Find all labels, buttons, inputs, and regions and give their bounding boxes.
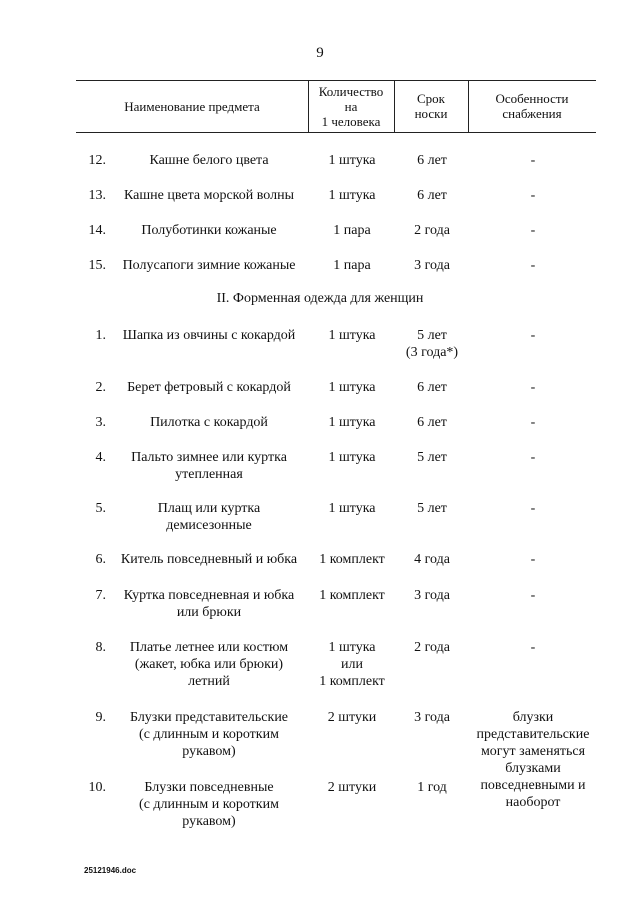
item-name-line: Пальто зимнее или куртка: [131, 450, 287, 465]
wear-term-line: 3 года: [414, 710, 450, 725]
row-number: 15.: [88, 258, 106, 273]
item-name-line: Платье летнее или костюм: [129, 640, 289, 655]
supply-note-line: -: [530, 501, 536, 516]
header-term-line: носки: [414, 106, 448, 121]
qty-cell: [308, 587, 396, 604]
supply-note-line: -: [530, 552, 536, 567]
qty-cell: [308, 551, 396, 568]
item-name-line: Шапка из овчины с кокардой: [122, 328, 296, 343]
quantity-line: 1 комплект: [319, 674, 385, 689]
item-name-line: рукавом): [182, 814, 236, 829]
supply-note-line: -: [530, 258, 536, 273]
wear-term-line: 3 года: [414, 588, 450, 603]
quantity-line: 1 штука: [328, 640, 376, 655]
spec-cell: [470, 449, 596, 466]
supply-note-line: наоборот: [505, 795, 561, 810]
item-name-line: (с длинным и коротким: [139, 797, 279, 812]
wear-term-line: 6 лет: [417, 153, 447, 168]
row-number: 6.: [95, 552, 106, 567]
qty-cell: [308, 414, 396, 431]
item-name-line: Полуботинки кожаные: [141, 223, 277, 238]
wear-term-line: 4 года: [414, 552, 450, 567]
name-cell: [108, 257, 310, 274]
header-qty-line: 1 человека: [321, 113, 381, 129]
item-name-line: (жакет, юбка или брюки): [134, 657, 284, 672]
item-name-line: Куртка повседневная и юбка: [123, 588, 295, 603]
spec-cell: [470, 639, 596, 656]
quantity-line: 1 пара: [333, 258, 371, 273]
wear-term-line: 5 лет: [417, 328, 447, 343]
supply-note-line: -: [530, 188, 536, 203]
row-number: 13.: [88, 188, 106, 203]
quantity-line: 1 штука: [328, 328, 376, 343]
supply-note-line: представительские: [476, 727, 590, 742]
header-cell-supply: [468, 80, 596, 132]
header-spec-line: снабжения: [502, 106, 562, 121]
supply-note-line: блузки: [512, 710, 554, 725]
header-qty-line: на: [344, 98, 358, 114]
quantity-line: 1 штука: [328, 153, 376, 168]
supply-note-line: -: [530, 380, 536, 395]
term-cell: [392, 257, 472, 274]
row-number: 1.: [95, 328, 106, 343]
supply-note-line: -: [530, 328, 536, 343]
item-name-line: Берет фетровый с кокардой: [127, 380, 291, 395]
item-name-line: или брюки: [176, 605, 242, 620]
header-name-label: Наименование предмета: [124, 98, 260, 114]
spec-cell: [470, 257, 596, 274]
quantity-line: 1 штука: [328, 450, 376, 465]
item-name-line: Китель повседневный и юбка: [120, 552, 298, 567]
wear-term-line: 2 года: [414, 640, 450, 655]
item-name-line: рукавом): [182, 744, 236, 759]
quantity-line: 1 комплект: [319, 552, 385, 567]
supply-note-line: -: [530, 153, 536, 168]
row-number: 4.: [95, 450, 106, 465]
name-cell: [108, 414, 310, 431]
row-number: 2.: [95, 380, 106, 395]
row-number: 14.: [88, 223, 106, 238]
quantity-line: 1 комплект: [319, 588, 385, 603]
term-cell: [392, 639, 472, 656]
spec-cell: [470, 551, 596, 568]
header-term-line: Срок: [416, 91, 445, 106]
supply-note-line: -: [530, 588, 536, 603]
qty-cell: [308, 187, 396, 204]
quantity-line: 2 штуки: [327, 710, 377, 725]
row-number: 9.: [95, 710, 106, 725]
qty-cell: [308, 257, 396, 274]
supply-note-line: -: [530, 640, 536, 655]
row-number: 8.: [95, 640, 106, 655]
spec-cell: [470, 222, 596, 239]
wear-term-line: 5 лет: [417, 501, 447, 516]
term-cell: [392, 414, 472, 431]
spec-cell: [470, 709, 596, 811]
wear-term-line: 6 лет: [417, 188, 447, 203]
term-cell: [392, 551, 472, 568]
qty-cell: [308, 639, 396, 690]
supply-note-line: могут заменяться: [480, 744, 586, 759]
qty-cell: [308, 327, 396, 344]
name-cell: [108, 379, 310, 396]
item-name-line: Кашне цвета морской волны: [124, 188, 294, 203]
spec-cell: [470, 587, 596, 604]
quantity-line: 1 штука: [328, 380, 376, 395]
term-cell: [392, 449, 472, 466]
quantity-line: 1 штука: [328, 501, 376, 516]
supply-note-line: -: [530, 223, 536, 238]
item-name-line: Блузки повседневные: [144, 780, 274, 795]
item-name-line: Пилотка с кокардой: [150, 415, 268, 430]
spec-cell: [470, 379, 596, 396]
quantity-line: 1 пара: [333, 223, 371, 238]
header-cell-term: [394, 80, 468, 132]
row-number: 7.: [95, 588, 106, 603]
wear-term-line: 6 лет: [417, 415, 447, 430]
wear-term-line: 2 года: [414, 223, 450, 238]
name-cell: [108, 779, 310, 830]
name-cell: [108, 327, 310, 344]
footer-filename: 25121946.doc: [84, 866, 137, 875]
term-cell: [392, 779, 472, 796]
row-number: 12.: [88, 153, 106, 168]
qty-cell: [308, 152, 396, 169]
name-cell: [108, 709, 310, 760]
term-cell: [392, 152, 472, 169]
term-cell: [392, 709, 472, 726]
supply-note-line: -: [530, 415, 536, 430]
supply-note-line: -: [530, 450, 536, 465]
spec-cell: [470, 327, 596, 344]
qty-cell: [308, 500, 396, 517]
item-name-line: демисезонные: [166, 518, 252, 533]
supply-note-line: блузками: [505, 761, 561, 776]
name-cell: [108, 587, 310, 621]
qty-cell: [308, 709, 396, 726]
item-name-line: Плащ или куртка: [157, 501, 261, 516]
term-cell: [392, 187, 472, 204]
item-name-line: Полусапоги зимние кожаные: [122, 258, 296, 273]
spec-cell: [470, 500, 596, 517]
term-cell: [392, 587, 472, 604]
wear-term-line: 6 лет: [417, 380, 447, 395]
quantity-line: 1 штука: [328, 415, 376, 430]
spec-cell: [470, 414, 596, 431]
header-qty-line: Количество: [318, 83, 384, 99]
qty-cell: [308, 222, 396, 239]
name-cell: [108, 500, 310, 534]
name-cell: [108, 187, 310, 204]
term-cell: [392, 327, 472, 361]
row-number: 10.: [88, 780, 106, 795]
row-number: 5.: [95, 501, 106, 516]
quantity-line: 1 штука: [328, 188, 376, 203]
qty-cell: [308, 449, 396, 466]
name-cell: [108, 152, 310, 169]
spec-cell: [470, 187, 596, 204]
table-header-bottom-rule: [76, 132, 596, 133]
spec-cell: [470, 152, 596, 169]
name-cell: [108, 639, 310, 690]
item-name-line: летний: [188, 674, 230, 689]
item-name-line: утепленная: [175, 467, 243, 482]
header-cell-name: [76, 80, 308, 132]
name-cell: [108, 222, 310, 239]
quantity-line: или: [341, 657, 363, 672]
section-title: II. Форменная одежда для женщин: [216, 291, 424, 306]
quantity-line: 2 штуки: [327, 780, 377, 795]
wear-term-line: (3 года*): [405, 345, 459, 360]
row-number: 3.: [95, 415, 106, 430]
item-name-line: (с длинным и коротким: [139, 727, 279, 742]
item-name-line: Блузки представительские: [129, 710, 289, 725]
term-cell: [392, 379, 472, 396]
supply-note-line: повседневными и: [480, 778, 586, 793]
wear-term-line: 3 года: [414, 258, 450, 273]
qty-cell: [308, 779, 396, 796]
term-cell: [392, 222, 472, 239]
wear-term-line: 5 лет: [417, 450, 447, 465]
wear-term-line: 1 год: [417, 780, 447, 795]
term-cell: [392, 500, 472, 517]
page-number: 9: [316, 45, 324, 61]
header-spec-line: Особенности: [495, 91, 569, 106]
header-cell-quantity: [308, 80, 394, 132]
qty-cell: [308, 379, 396, 396]
name-cell: [108, 551, 310, 568]
name-cell: [108, 449, 310, 483]
item-name-line: Кашне белого цвета: [149, 153, 269, 168]
